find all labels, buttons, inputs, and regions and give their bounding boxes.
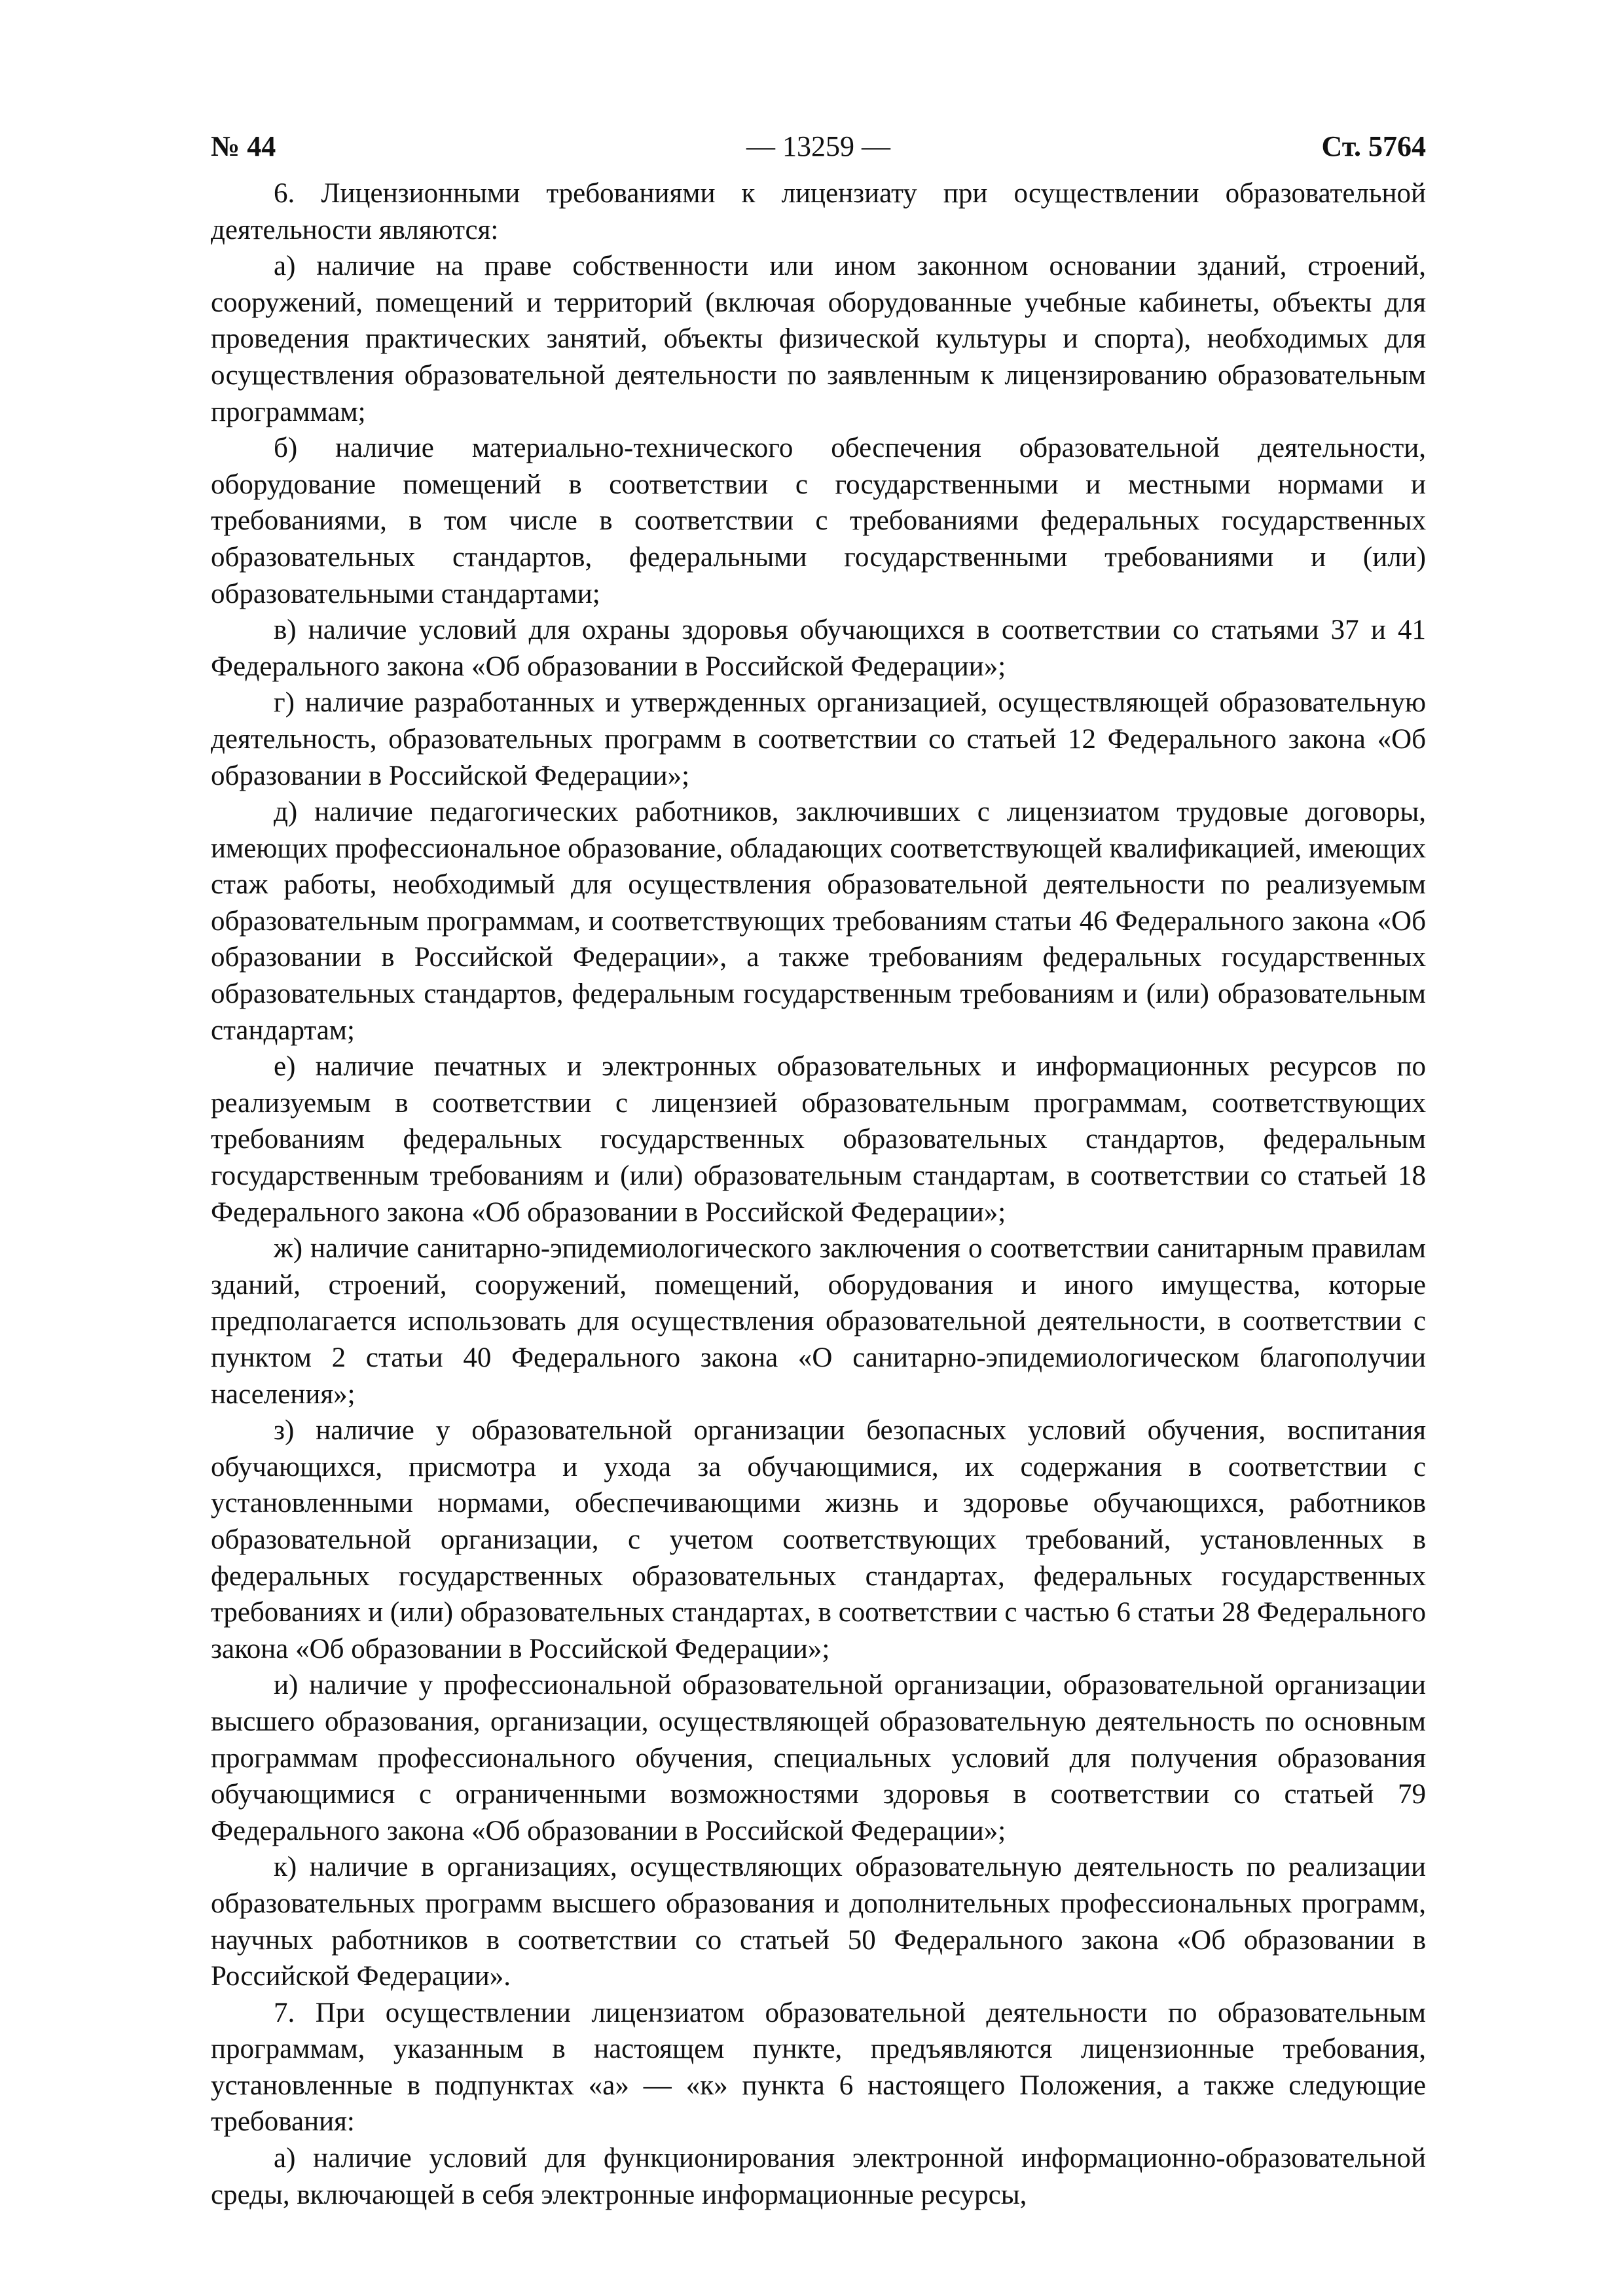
paragraph-6i: и) наличие у профессиональной образовательной организации, образовательной организации высшего образования, организации, осуществляющей образовательную деятельность по основным программам профессионального обучения, специальных условий для получения образования обучающимися с ограниченными возможностями здоровья в соответствии со статьей 79 Федерального закона «Об образовании в Российской Федерации»; xyxy=(211,1670,1426,1846)
paragraph-7-intro: 7. При осуществлении лицензиатом образовательной деятельности по образовательным программам, указанным в настоящем пункте, предъявляются лицензионные требования, установленные в подпунктах «а» — «к» пункта 6 настоящего Положения, а также следующие требования: xyxy=(211,1997,1426,2138)
page-header xyxy=(211,128,1426,175)
paragraph-7a: а) наличие условий для функционирования электронной информационно-образовательной среды, включающей в себя электронные информационные ресурсы, xyxy=(211,2143,1426,2210)
paragraph-6d: д) наличие педагогических работников, заключивших с лицензиатом трудовые договоры, имеющих профессиональное образование, обладающих соответствующей квалификацией, имеющих стаж работы, необходимый для осуществления образовательной деятельности по реализуемым образовательным программам, и соответствующих требованиям статьи 46 Федерального закона «Об образовании в Российской Федерации», а также требованиям федеральных государственных образовательных стандартов, федеральным государственным требованиям и (или) образовательным стандартам; xyxy=(211,797,1426,1046)
paragraph-6z: з) наличие у образовательной организации безопасных условий обучения, воспитания обучающихся, присмотра и ухода за обучающимися, их содержания в соответствии с установленными нормами, обеспечивающими жизнь и здоровье обучающихся, работников образовательной организации, с учетом соответствующих требований, установленных в федеральных государственных образовательных стандартах, федеральных государственных требованиях и (или) образовательных стандартах, в соответствии с частью 6 статьи 28 Федерального закона «Об образовании в Российской Федерации»; xyxy=(211,1415,1426,1664)
paragraph-6-intro: 6. Лицензионными требованиями к лицензиату при осуществлении образовательной деятельности являются: xyxy=(211,178,1426,245)
document-page xyxy=(211,128,1426,2213)
paragraph-6v: в) наличие условий для охраны здоровья обучающихся в соответствии со статьями 37 и 41 Федерального закона «Об образовании в Российской Федерации»; xyxy=(211,615,1426,682)
article-number: Ст. 5764 xyxy=(1321,130,1426,162)
paragraph-6b: б) наличие материально-технического обеспечения образовательной деятельности, оборудование помещений в соответствии с государственными и местными нормами и требованиями, в том числе в соответствии с требованиями федеральных государственных образовательных стандартов, федеральными государственными требованиями и (или) образовательными стандартами; xyxy=(211,433,1426,609)
document-body xyxy=(211,175,1426,2213)
paragraph-6zh: ж) наличие санитарно-эпидемиологического заключения о соответствии санитарным правилам зданий, строений, сооружений, помещений, оборудования и иного имущества, которые предполагается использовать для осуществления образовательной деятельности, в соответствии с пунктом 2 статьи 40 Федерального закона «О санитарно-эпидемиологическом благополучии населения»; xyxy=(211,1233,1426,1410)
issue-number: № 44 xyxy=(211,130,276,162)
page-number: — 13259 — xyxy=(746,130,890,162)
paragraph-6g: г) наличие разработанных и утвержденных организацией, осуществляющей образовательную деятельность, образовательных программ в соответствии со статьей 12 Федерального закона «Об образовании в Российской Федерации»; xyxy=(211,687,1426,791)
paragraph-6e: е) наличие печатных и электронных образовательных и информационных ресурсов по реализуемым в соответствии с лицензией образовательным программам, соответствующих требованиям федеральных государственных образовательных стандартов, федеральным государственным требованиям и (или) образовательным стандартам, в соответствии со статьей 18 Федерального закона «Об образовании в Российской Федерации»; xyxy=(211,1051,1426,1228)
paragraph-6a: а) наличие на праве собственности или ином законном основании зданий, строений, сооружений, помещений и территорий (включая оборудованные учебные кабинеты, объекты для проведения практических занятий, объекты физической культуры и спорта), необходимых для осуществления образовательной деятельности по заявленным к лицензированию образовательным программам; xyxy=(211,251,1426,427)
paragraph-6k: к) наличие в организациях, осуществляющих образовательную деятельность по реализации образовательных программ высшего образования и дополнительных профессиональных программ, научных работников в соответствии со статьей 50 Федерального закона «Об образовании в Российской Федерации». xyxy=(211,1852,1426,1992)
